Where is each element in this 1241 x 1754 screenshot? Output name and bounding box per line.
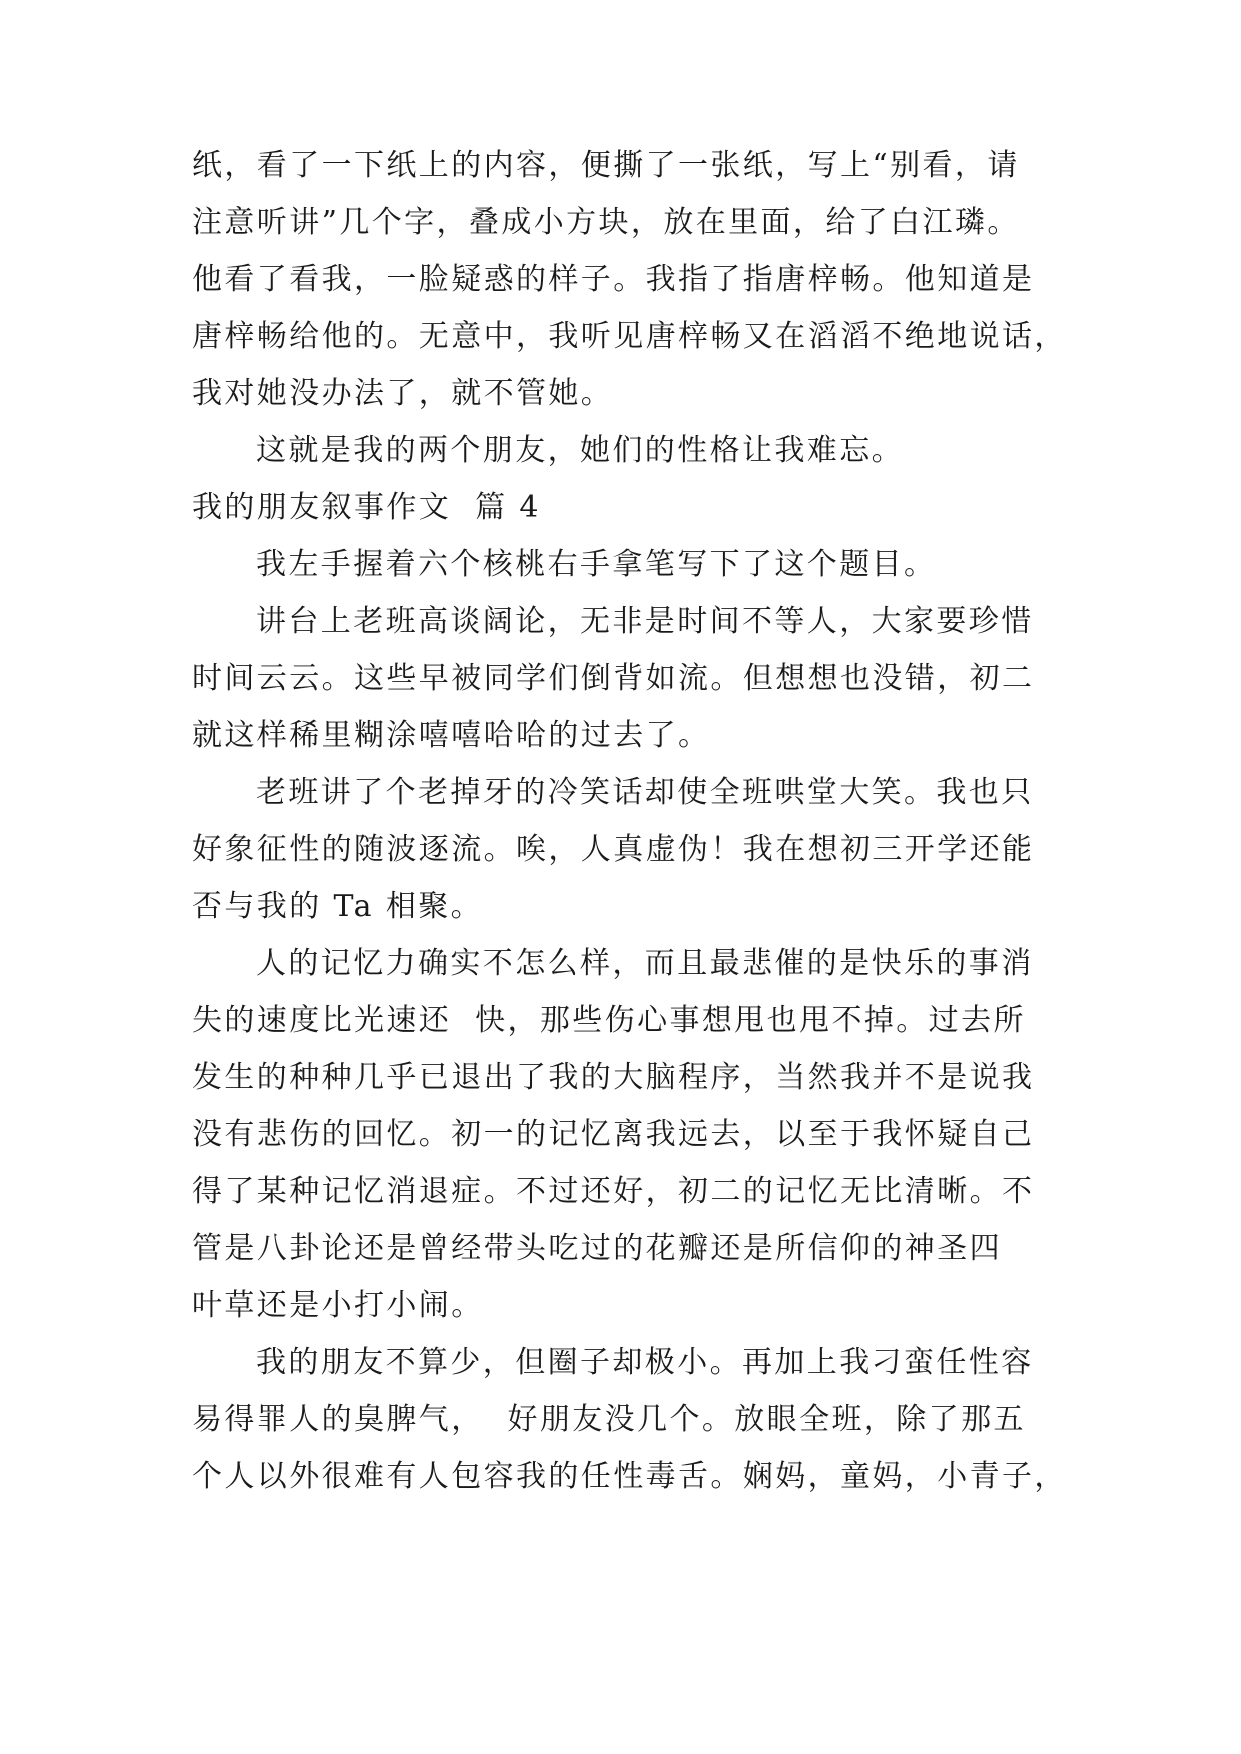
text-line: 发生的种种几乎已退出了我的大脑程序，当然我并不是说我 <box>192 1060 1035 1095</box>
text-line: 纸，看了一下纸上的内容，便撕了一张纸，写上“别看，请 <box>192 148 1020 183</box>
text-line: 唐梓畅给他的。无意中，我听见唐梓畅又在滔滔不绝地说话， <box>192 319 1067 354</box>
text-line: 这就是我的两个朋友，她们的性格让我难忘。 <box>256 433 904 468</box>
text-line: 否与我的 Ta 相聚。 <box>192 889 484 924</box>
text-line: 失的速度比光速还 快，那些伤心事想甩也甩不掉。过去所 <box>192 1003 1026 1038</box>
text-line: 个人以外很难有人包容我的任性毒舌。娴妈，童妈，小青子， <box>192 1459 1067 1494</box>
text-line: 他看了看我，一脸疑惑的样子。我指了指唐梓畅。他知道是 <box>192 262 1035 297</box>
text-line: 叶草还是小打小闹。 <box>192 1288 484 1323</box>
text-line: 讲台上老班高谈阔论，无非是时间不等人，大家要珍惜 <box>256 604 1034 639</box>
text-line: 管是八卦论还是曾经带头吃过的花瓣还是所信仰的神圣四 <box>192 1231 1002 1266</box>
text-line: 人的记忆力确实不怎么样，而且最悲催的是快乐的事消 <box>256 946 1034 981</box>
text-line: 我的朋友不算少，但圈子却极小。再加上我刁蛮任性容 <box>256 1345 1034 1380</box>
text-line: 我对她没办法了，就不管她。 <box>192 376 614 411</box>
text-line: 就这样稀里糊涂嘻嘻哈哈的过去了。 <box>192 718 711 753</box>
text-line: 易得罪人的臭脾气， 好朋友没几个。放眼全班，除了那五 <box>192 1402 1026 1437</box>
text-line: 得了某种记忆消退症。不过还好，初二的记忆无比清晰。不 <box>192 1174 1035 1209</box>
section-heading: 我的朋友叙事作文 篇 4 <box>192 490 541 525</box>
text-line: 注意听讲”几个字，叠成小方块，放在里面，给了白江璘。 <box>192 205 1020 240</box>
text-line: 老班讲了个老掉牙的冷笑话却使全班哄堂大笑。我也只 <box>256 775 1034 810</box>
text-line: 时间云云。这些早被同学们倒背如流。但想想也没错，初二 <box>192 661 1035 696</box>
text-line: 没有悲伤的回忆。初一的记忆离我远去，以至于我怀疑自己 <box>192 1117 1035 1152</box>
text-line: 我左手握着六个核桃右手拿笔写下了这个题目。 <box>256 547 937 582</box>
text-line: 好象征性的随波逐流。唉，人真虚伪！我在想初三开学还能 <box>192 832 1035 867</box>
